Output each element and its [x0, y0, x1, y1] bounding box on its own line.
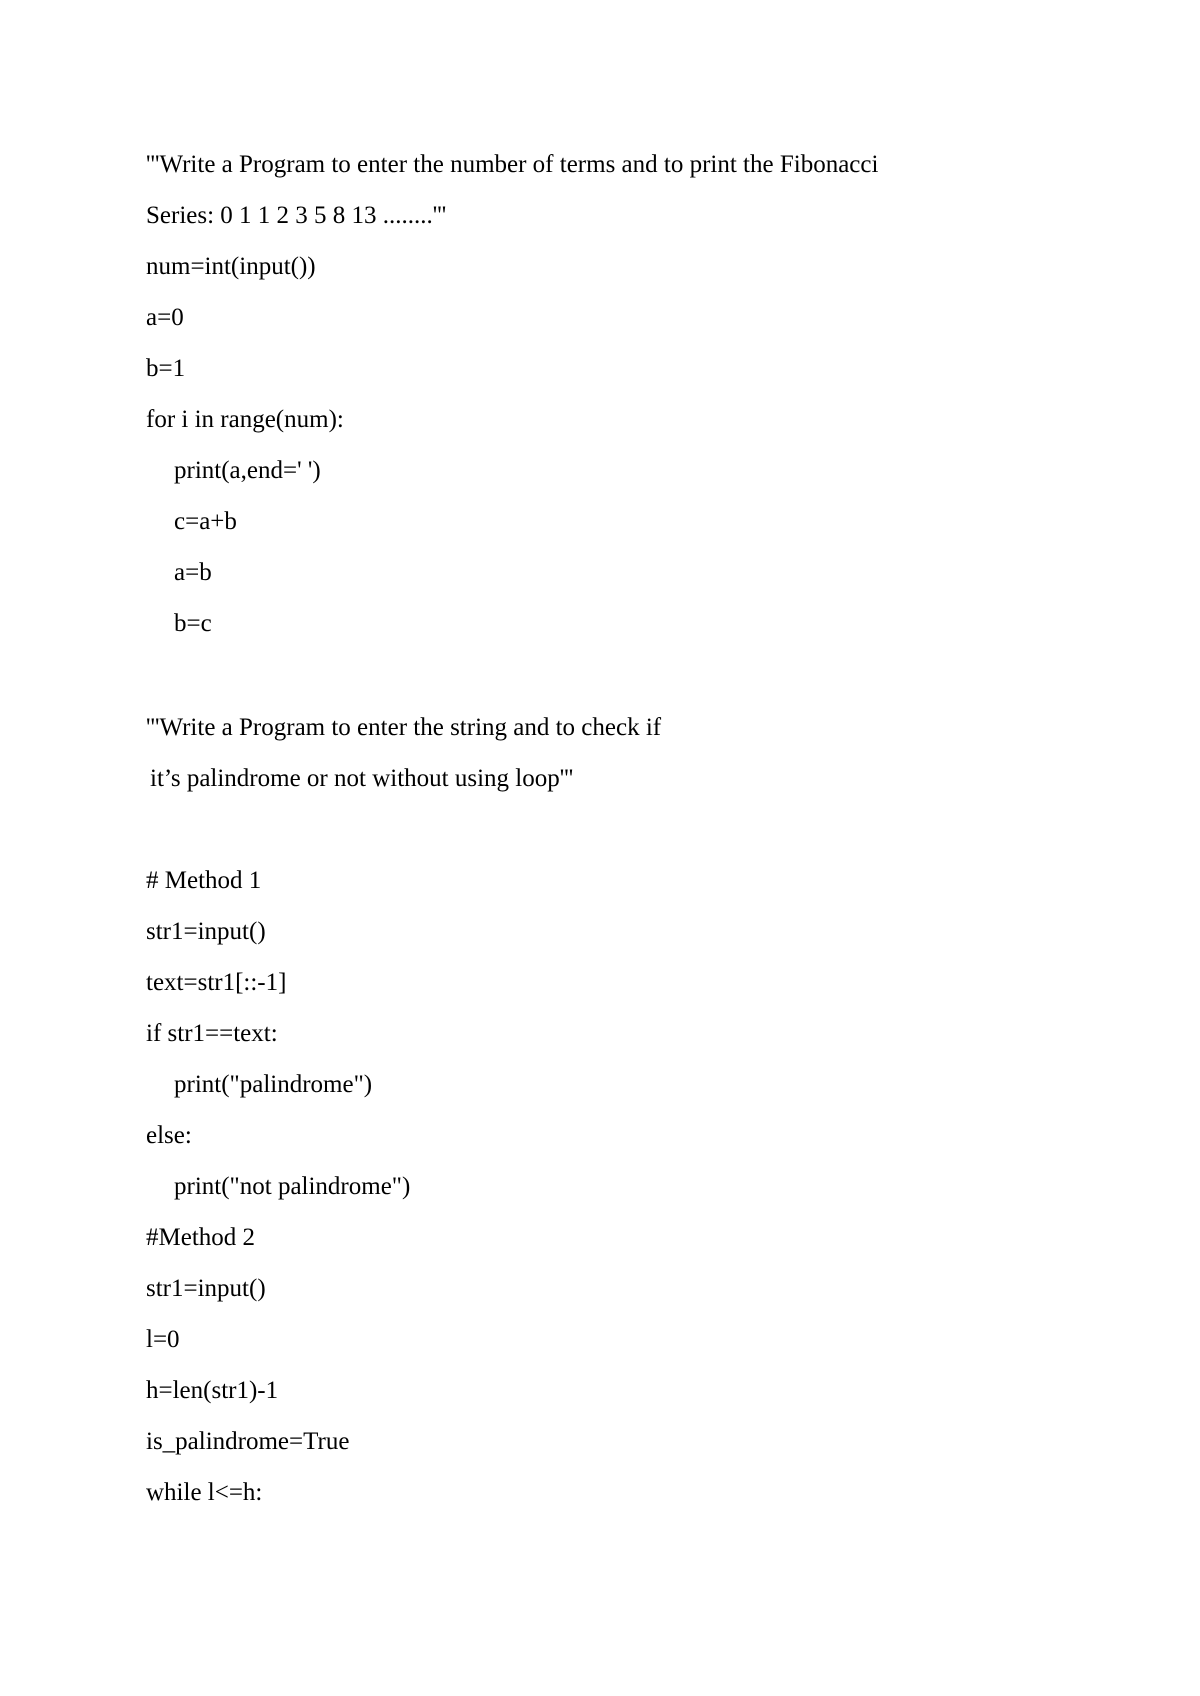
code-line: is_palindrome=True [146, 1428, 350, 1455]
code-line: for i in range(num): [146, 406, 344, 433]
code-line: print("palindrome") [174, 1071, 373, 1098]
code-line: h=len(str1)-1 [146, 1377, 279, 1404]
palindrome-docstring-line-2: it’s palindrome or not without using loop''' [150, 765, 574, 792]
code-line: if str1==text: [146, 1020, 278, 1047]
code-line: str1=input() [146, 1275, 266, 1302]
palindrome-docstring-line-1: '''Write a Program to enter the string and to check if [146, 714, 662, 741]
code-line: b=1 [146, 355, 186, 382]
code-line: str1=input() [146, 918, 266, 945]
code-line: a=b [174, 559, 212, 586]
fibonacci-docstring-line-1: '''Write a Program to enter the number of terms and to print the Fibonacci [146, 151, 879, 178]
code-line: print("not palindrome") [174, 1173, 411, 1200]
code-line: c=a+b [174, 508, 237, 535]
code-line: text=str1[::-1] [146, 969, 287, 996]
code-line: a=0 [146, 304, 184, 331]
code-line: l=0 [146, 1326, 180, 1353]
code-line: num=int(input()) [146, 253, 316, 280]
code-line: b=c [174, 610, 212, 637]
code-line: else: [146, 1122, 192, 1149]
method-2-comment: #Method 2 [146, 1224, 256, 1251]
code-line: while l<=h: [146, 1479, 263, 1506]
method-1-comment: # Method 1 [146, 867, 262, 894]
code-line: print(a,end=' ') [174, 457, 321, 484]
fibonacci-docstring-line-2: Series: 0 1 1 2 3 5 8 13 ........''' [146, 202, 447, 229]
